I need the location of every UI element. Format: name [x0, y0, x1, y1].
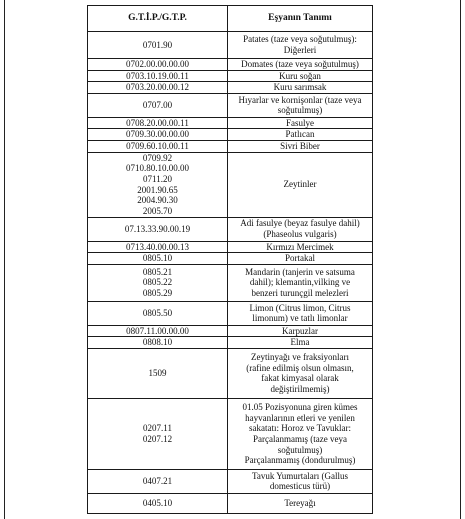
tariff-code: 0405.10 [142, 498, 173, 509]
goods-description-line: Tavuk Yumurtaları (Gallus [251, 470, 348, 481]
table-row [88, 398, 373, 469]
table-row [88, 217, 373, 241]
goods-description-cell [228, 325, 373, 337]
goods-description-line: Kuru sarımsak [273, 82, 327, 93]
goods-description-cell [228, 241, 373, 253]
goods-description-line: Zeytinyağı ve fraksiyonları [251, 352, 349, 363]
goods-description-line: limonum) ve tatlı limonlar [252, 313, 348, 324]
tariff-code: 0805.29 [142, 288, 173, 299]
table-row [88, 337, 373, 349]
code-column-header: G.T.İ.P./G.T.P. [88, 6, 228, 32]
goods-description-cell [228, 337, 373, 349]
goods-description-line: Sivri Biber [280, 140, 320, 151]
goods-description-line: (Phaseolus vulgaris) [263, 229, 337, 240]
tariff-code: 0703.20.00.00.12 [126, 82, 189, 93]
tariff-code: 0709.92 [142, 152, 173, 163]
tariff-code: 0805.21 [142, 266, 173, 277]
goods-description-line: soğutulmuş) [277, 105, 323, 116]
goods-description-line: Karpuzlar [282, 325, 318, 336]
tariff-code: 0805.22 [142, 277, 173, 288]
table-row [88, 253, 373, 265]
tariff-code: 0703.10.19.00.11 [126, 70, 189, 81]
tariff-code: 0701.90 [142, 39, 173, 50]
goods-description-line: Diğerleri [283, 45, 317, 55]
table-header-row [88, 6, 373, 32]
goods-description-cell [228, 469, 373, 493]
table-row [88, 301, 373, 325]
goods-description-line: soğutulmuş) [277, 444, 323, 455]
goods-description-cell [228, 70, 373, 82]
tariff-code: 0708.20.00.00.11 [126, 117, 189, 128]
goods-description-cell [228, 82, 373, 94]
goods-description-line: Mandarin (tanjerin ve satsuma [245, 266, 355, 277]
tariff-code: 0710.80.10.00.00 [126, 163, 189, 174]
tariff-code: 0805.10 [142, 253, 173, 264]
goods-description-line: fakat kimyasal olarak [261, 373, 339, 384]
tariff-code: 0707.00 [142, 99, 173, 110]
goods-description-line: Domates (taze veya soğutulmuş) [241, 59, 359, 69]
goods-description-line: Zeytinler [283, 179, 317, 190]
goods-description-cell [228, 93, 373, 117]
tariff-code-cell [88, 398, 228, 469]
tariff-code-cell [88, 129, 228, 141]
goods-description-cell [228, 129, 373, 141]
tariff-code: 2001.90.65 [137, 184, 178, 195]
table-row [88, 70, 373, 82]
goods-description-line: dahil); klemantin,vilking ve [249, 277, 351, 288]
goods-description-line: Portakal [285, 253, 315, 264]
goods-description-line: değiştirilmemiş) [270, 384, 330, 395]
tariff-code-cell [88, 59, 228, 71]
goods-description-line: Adi fasulye (beyaz fasulye dahil) [240, 218, 360, 229]
goods-description-line: domesticus türü) [269, 481, 331, 492]
table-row [88, 264, 373, 301]
goods-description-line: Patlıcan [285, 129, 315, 140]
table-row [88, 32, 373, 59]
goods-description-line: Kırmızı Mercimek [266, 241, 334, 252]
goods-description-cell [228, 152, 373, 217]
table-row [88, 140, 373, 152]
table-row [88, 117, 373, 129]
table-row [88, 152, 373, 217]
tariff-code: 0805.50 [142, 307, 173, 318]
tariff-code: 0711.20 [143, 173, 172, 184]
tariff-code-cell [88, 337, 228, 349]
goods-description-cell [228, 493, 373, 513]
table-row [88, 93, 373, 117]
table-row [88, 241, 373, 253]
goods-description-cell [228, 59, 373, 71]
goods-table [87, 5, 373, 514]
goods-description-cell [228, 253, 373, 265]
table-row [88, 59, 373, 71]
goods-description-line: Limon (Citrus limon, Citrus [249, 302, 351, 313]
goods-description-line: Parçalanmamış (taze veya [253, 433, 347, 444]
goods-description-line: Elma [290, 337, 310, 348]
goods-description-line: Tereyağı [284, 498, 316, 509]
tariff-code: 0713.40.00.00.13 [126, 241, 189, 252]
goods-description-line: Fasulye [286, 117, 314, 128]
tariff-code-cell [88, 241, 228, 253]
tariff-code: 2005.70 [142, 205, 173, 216]
tariff-code: 0207.11 [143, 423, 172, 434]
goods-description-line: hayvanlarının etleri ve yenilen [245, 412, 355, 423]
table-row [88, 348, 373, 398]
table-row [88, 493, 373, 513]
goods-description-cell [228, 217, 373, 241]
tariff-code: 0808.10 [142, 337, 173, 348]
tariff-code-cell [88, 32, 228, 59]
tariff-code-cell [88, 469, 228, 493]
goods-description-cell [228, 301, 373, 325]
tariff-code-cell [88, 217, 228, 241]
goods-description-line: sakatatı: Horoz ve Tavuklar: [249, 423, 351, 434]
goods-description-line: benzeri turunçgil melezleri [251, 288, 349, 299]
tariff-code-cell [88, 301, 228, 325]
table-row [88, 325, 373, 337]
goods-description-line: Patates (taze veya soğutulmuş): [243, 34, 357, 45]
goods-description-line: Parçalanmamış (dondurulmuş) [244, 455, 356, 466]
tariff-code: 07.13.33.90.00.19 [124, 223, 191, 234]
table-row [88, 82, 373, 94]
tariff-code-cell [88, 264, 228, 301]
tariff-code-cell [88, 325, 228, 337]
tariff-code-cell [88, 493, 228, 513]
tariff-code: 0702.00.00.00.00 [126, 59, 189, 69]
goods-description-line: Kuru soğan [279, 70, 321, 81]
tariff-code-cell [88, 117, 228, 129]
tariff-code: 1509 [148, 368, 167, 379]
goods-description-cell [228, 117, 373, 129]
tariff-code-cell [88, 140, 228, 152]
goods-description-line: Hıyarlar ve kornişonlar (taze veya [238, 94, 362, 105]
tariff-code-cell [88, 253, 228, 265]
tariff-code: 0407.21 [142, 476, 173, 487]
tariff-code: 0207.12 [142, 433, 173, 444]
tariff-code-cell [88, 93, 228, 117]
tariff-code: 0807.11.00.00.00 [126, 325, 189, 336]
tariff-code-cell [88, 152, 228, 217]
tariff-code: 0709.60.10.00.11 [126, 140, 189, 151]
description-column-header: Eşyanın Tanımı [228, 6, 373, 32]
goods-description-cell [228, 140, 373, 152]
tariff-code-cell [88, 348, 228, 398]
table-row [88, 129, 373, 141]
goods-description-cell [228, 264, 373, 301]
goods-description-cell [228, 348, 373, 398]
goods-description-line: (rafine edilmiş olsun olmasın, [246, 362, 354, 373]
goods-description-cell [228, 32, 373, 59]
table-body [88, 32, 373, 514]
table-row [88, 469, 373, 493]
goods-description-cell [228, 398, 373, 469]
tariff-code-cell [88, 70, 228, 82]
goods-description-line: 01.05 Pozisyonuna giren kümes [242, 402, 358, 413]
tariff-code-cell [88, 82, 228, 94]
tariff-code: 2004.90.30 [137, 195, 178, 206]
tariff-code: 0709.30.00.00.00 [126, 129, 189, 140]
